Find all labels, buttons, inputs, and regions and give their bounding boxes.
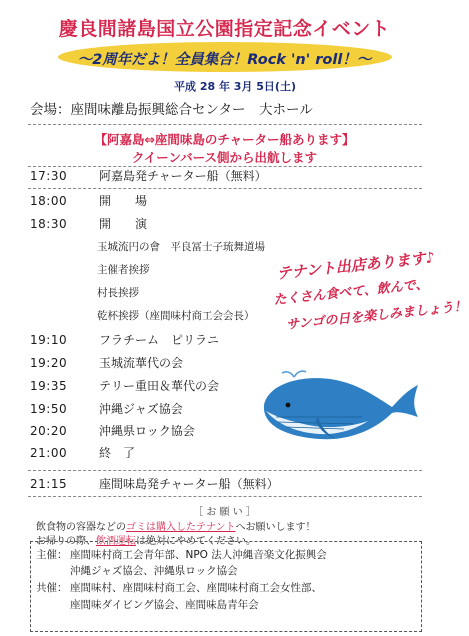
whale-icon	[258, 367, 428, 452]
cohost-line: 座間味ダイビング協会、座間味島青年会	[70, 599, 259, 611]
tenant-line: たくさん食べて、飲んで、	[272, 277, 430, 309]
divider	[28, 496, 422, 497]
cohost-line: 座間味村、座間味村商工会、座間味村商工会女性部、	[70, 582, 322, 594]
notice-highlight: 飲酒運転	[96, 536, 136, 547]
venue: 会場：座間味離島振興総合センター 大ホール	[30, 102, 313, 118]
notice-line	[36, 518, 316, 533]
schedule-time: 21:00	[30, 446, 68, 460]
notice-text: へお願いします！	[235, 522, 316, 533]
tenant-line: サンゴの日を楽しみましょう！	[285, 299, 468, 334]
notice-highlight: ゴミは購入したテナント	[126, 522, 236, 533]
program-item: 村長挨拶	[97, 287, 139, 299]
host-line: 座間味村商工会青年部、NPO 法人沖縄音楽文化振興会	[70, 549, 327, 561]
schedule-time: 20:20	[30, 424, 68, 438]
schedule-time: 18:30	[30, 217, 68, 231]
ferry-notice: 【阿嘉島⇔座間味島のチャーター船あります】	[94, 132, 355, 147]
ferry-departure: クイーンバース側から出航します	[131, 150, 318, 165]
divider	[28, 188, 422, 189]
schedule-event: 阿嘉島発チャーター船（無料）	[99, 169, 267, 183]
schedule-time: 21:15	[30, 477, 68, 491]
notice-text: 飲食物の容器などの	[36, 522, 126, 533]
schedule-time: 19:10	[30, 333, 68, 347]
program-item: 玉城流円の會 平良冨士子琉舞道場	[97, 241, 265, 253]
divider	[28, 166, 422, 167]
schedule-event: 開 場	[99, 194, 148, 208]
schedule-event: フラチーム ピリラニ	[99, 333, 220, 347]
schedule-time: 19:50	[30, 402, 68, 416]
schedule-time: 19:20	[30, 356, 68, 370]
schedule-event: 沖縄ジャズ協会	[99, 402, 183, 416]
notice-text: お帰りの際、	[36, 536, 96, 547]
tenant-line: テナント出店あります♪	[275, 248, 436, 283]
schedule-event: 沖縄県ロック協会	[99, 424, 195, 438]
cohost-label: 共催：	[36, 582, 68, 594]
schedule-event: 玉城流華代の会	[99, 356, 184, 370]
schedule-time: 18:00	[30, 194, 68, 208]
program-item: 主催者挨拶	[97, 264, 150, 276]
host-line: 沖縄ジャズ協会、沖縄県ロック協会	[70, 565, 238, 577]
schedule-event: 開 演	[99, 217, 148, 231]
program-item: 乾杯挨拶（座間味村商工会会長）	[97, 310, 255, 322]
event-subtitle: 〜2周年だよ！全員集合！Rock 'n' roll！〜	[77, 52, 372, 68]
schedule-time: 19:35	[30, 379, 68, 393]
schedule-time: 17:30	[30, 169, 68, 183]
host-label: 主催：	[36, 549, 68, 561]
divider	[28, 470, 422, 471]
event-title: 慶良間諸島国立公園指定記念イベント	[58, 18, 391, 40]
notice-text: は絶対にやめてください。	[136, 536, 256, 547]
notice-heading: ［ お 願 い ］	[193, 507, 256, 518]
tenant-callout	[256, 246, 468, 355]
schedule-event: テリー重田＆華代の会	[99, 379, 220, 393]
event-date: 平成 28 年 3月 5日(土)	[174, 80, 296, 93]
schedule-event: 終 了	[99, 446, 136, 460]
schedule-event: 座間味島発チャーター船（無料）	[99, 477, 279, 491]
schedule-row	[30, 216, 430, 232]
schedule-row	[30, 193, 430, 209]
divider	[28, 124, 422, 125]
schedule-row	[30, 168, 430, 184]
schedule-row	[30, 476, 430, 492]
